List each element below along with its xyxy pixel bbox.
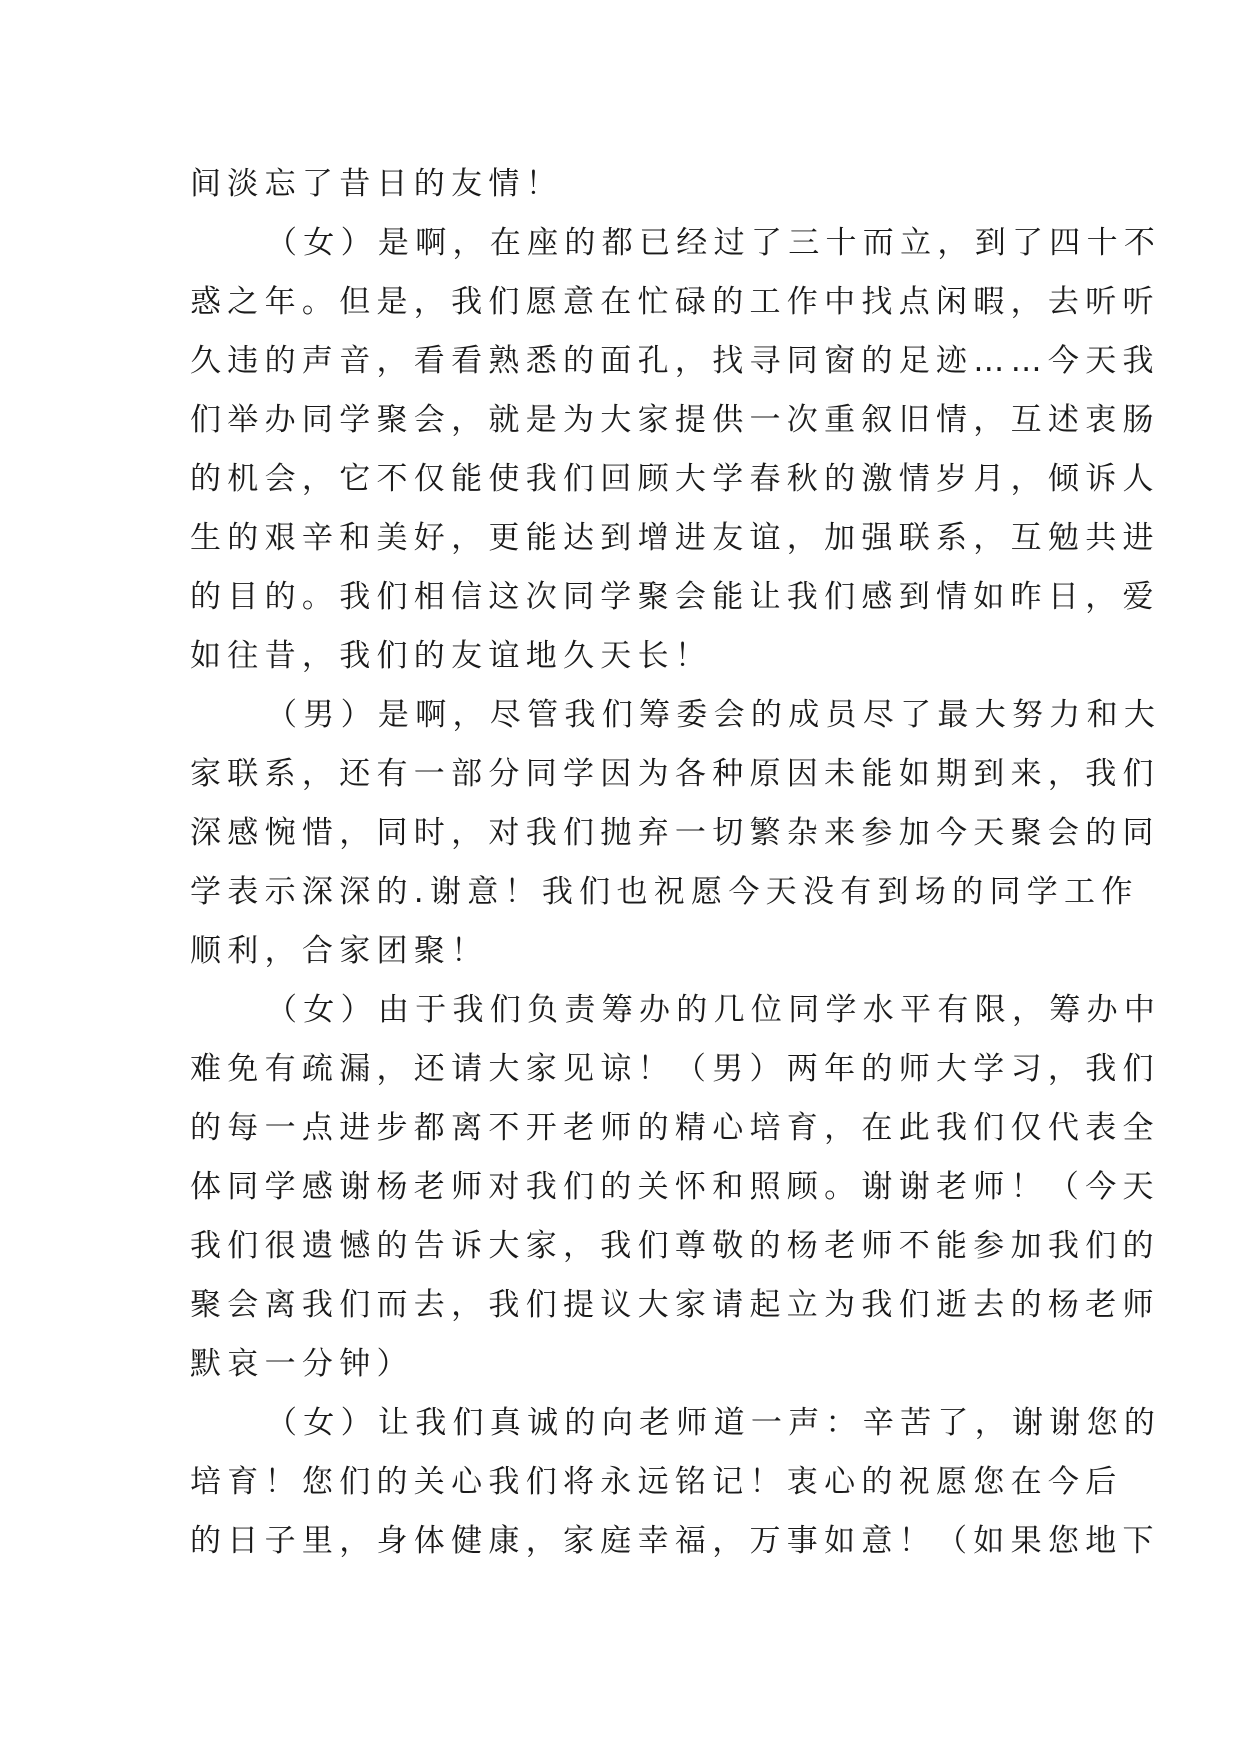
text-line: 家联系，还有一部分同学因为各种原因未能如期到来，我们 (190, 756, 1160, 792)
text-line: 难免有疏漏，还请大家见谅！（男）两年的师大学习，我们 (190, 1051, 1160, 1087)
text-line: （男）是啊，尽管我们筹委会的成员尽了最大努力和大 (266, 697, 1162, 733)
text-line: 的目的。我们相信这次同学聚会能让我们感到情如昨日，爱 (190, 579, 1160, 615)
text-line: 默哀一分钟） (190, 1346, 414, 1382)
text-line: 惑之年。但是，我们愿意在忙碌的工作中找点闲暇，去听听 (190, 284, 1160, 320)
text-line: （女）让我们真诚的向老师道一声：辛苦了，谢谢您的 (266, 1405, 1162, 1441)
text-line: （女）由于我们负责筹办的几位同学水平有限，筹办中 (266, 992, 1162, 1028)
text-line: 顺利，合家团聚！ (190, 933, 489, 969)
text-line: 聚会离我们而去，我们提议大家请起立为我们逝去的杨老师 (190, 1287, 1160, 1323)
text-line: 的每一点进步都离不开老师的精心培育，在此我们仅代表全 (190, 1110, 1160, 1146)
text-line: （女）是啊，在座的都已经过了三十而立，到了四十不 (266, 225, 1162, 261)
text-line: 如往昔，我们的友谊地久天长！ (190, 638, 713, 674)
text-line: 培育！您们的关心我们将永远铭记！衷心的祝愿您在今后 (190, 1464, 1123, 1500)
text-line: 学表示深深的.谢意！我们也祝愿今天没有到场的同学工作 (190, 874, 1139, 910)
text-line: 的日子里，身体健康，家庭幸福，万事如意！（如果您地下 (190, 1523, 1160, 1559)
text-line: 深感惋惜，同时，对我们抛弃一切繁杂来参加今天聚会的同 (190, 815, 1160, 851)
text-line: 生的艰辛和美好，更能达到增进友谊，加强联系，互勉共进 (190, 520, 1160, 556)
text-line: 间淡忘了昔日的友情！ (190, 166, 563, 202)
text-line: 的机会，它不仅能使我们回顾大学春秋的激情岁月，倾诉人 (190, 461, 1160, 497)
text-line: 久违的声音，看看熟悉的面孔，找寻同窗的足迹……今天我 (190, 343, 1160, 379)
text-line: 体同学感谢杨老师对我们的关怀和照顾。谢谢老师！（今天 (190, 1169, 1160, 1205)
text-line: 我们很遗憾的告诉大家，我们尊敬的杨老师不能参加我们的 (190, 1228, 1160, 1264)
text-line: 们举办同学聚会，就是为大家提供一次重叙旧情，互述衷肠 (190, 402, 1160, 438)
document-body (190, 155, 1162, 1571)
